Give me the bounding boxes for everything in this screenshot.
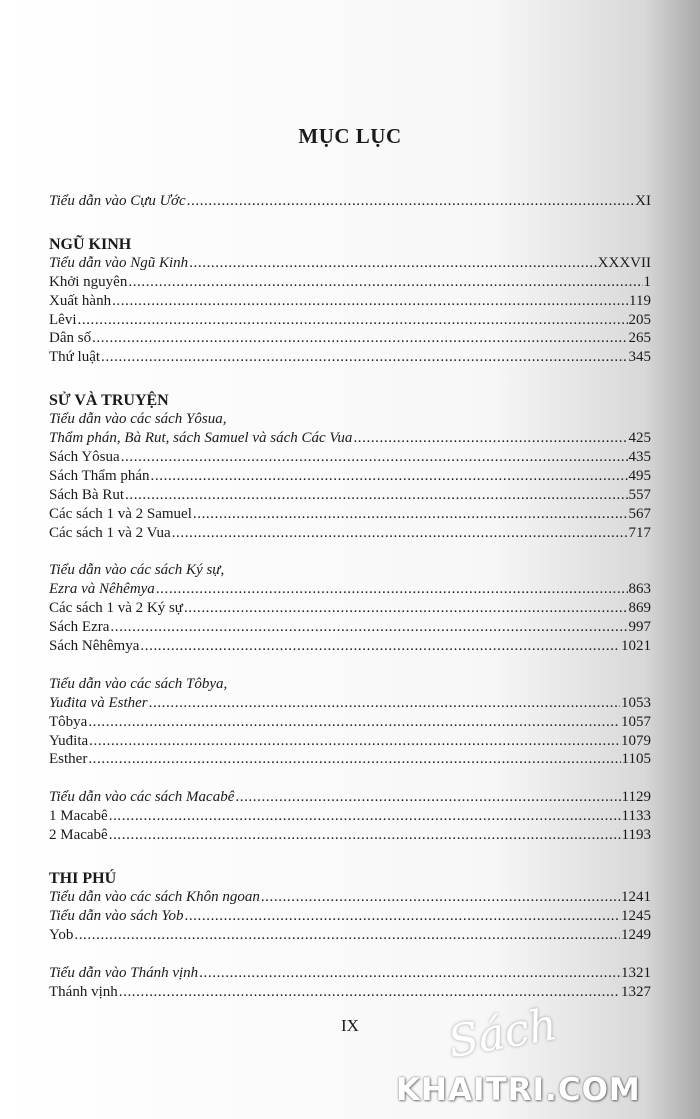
toc-entry[interactable] [49,599,651,618]
table-of-contents [49,192,651,1002]
dot-leader [128,273,642,292]
toc-entry[interactable] [49,964,651,983]
watermark-script: Sách [444,998,561,1069]
toc-entry-page: 205 [628,311,651,328]
toc-entry-label: Sách Yôsua [49,449,120,466]
toc-entry-label: Tiểu dẫn vào Cựu Ước [49,193,186,209]
toc-entry[interactable] [49,254,651,273]
toc-entry-page: 1249 [621,926,651,943]
toc-entry-page: 495 [628,467,651,484]
toc-entry[interactable] [49,329,651,348]
toc-entry-label: Tiểu dẫn vào các sách Khôn ngoan [49,889,260,906]
toc-entry-label: Tiểu dẫn vào sách Yob [49,907,184,924]
toc-entry-page: 557 [628,486,651,503]
toc-entry-page: 435 [628,449,651,466]
toc-entry-page: 1105 [621,751,651,768]
toc-entry-label: Yuđita và Esther [49,694,148,711]
toc-entry-label: Thẩm phán, Bà Rut, sách Samuel và sách Các Vua [49,430,353,447]
dot-leader [88,713,620,732]
dot-leader [101,348,627,367]
toc-entry-label: Sách Nêhêmya [49,638,140,655]
toc-entry[interactable] [49,826,651,845]
toc-entry-label: Tiểu dẫn vào Thánh vịnh [49,964,199,981]
section-heading-thi-phu: THI PHÚ [49,870,117,888]
dot-leader [199,964,620,983]
toc-entry[interactable] [49,505,651,524]
toc-entry-page: 1327 [621,983,651,1000]
toc-entry[interactable] [49,467,651,486]
dot-leader [88,750,620,769]
dot-leader [187,192,635,211]
dot-leader [184,907,620,926]
toc-entry[interactable] [49,429,651,448]
toc-entry-intro[interactable] [49,192,651,211]
toc-entry-label: Thứ luật [49,349,101,366]
toc-entry-label: Các sách 1 và 2 Ký sự [49,600,183,617]
dot-leader [235,788,620,807]
toc-entry-page: 1133 [621,808,651,825]
toc-entry-label: 2 Macabê [49,827,108,844]
dot-leader [156,580,628,599]
dot-leader [92,329,627,348]
toc-entry-label: Esther [49,751,88,768]
dot-leader [184,599,628,618]
toc-entry[interactable] [49,807,651,826]
toc-entry-page: 1245 [621,907,651,924]
dot-leader [353,429,627,448]
toc-entry[interactable] [49,273,651,292]
toc-entry-first-line: Tiểu dẫn vào các sách Tôbya, [49,675,228,692]
toc-entry-label: Sách Ezra [49,619,110,636]
toc-entry-page: 345 [628,349,651,366]
dot-leader [125,486,628,505]
toc-entry-page: 1 [643,273,651,290]
watermark-logo [388,998,700,1119]
toc-entry-page: XXXVII [597,254,651,271]
toc-entry[interactable] [49,907,651,926]
toc-entry[interactable] [49,713,651,732]
toc-entry-page: 567 [628,505,651,522]
toc-entry-label: Sách Thẩm phán [49,467,150,484]
dot-leader [110,618,627,637]
toc-entry-label: Yuđita [49,732,89,749]
dot-leader [89,732,620,751]
toc-entry-page: 1321 [621,964,651,981]
dot-leader [193,505,628,524]
toc-entry[interactable] [49,618,651,637]
dot-leader [172,524,628,543]
toc-entry-page: 1057 [621,713,651,730]
toc-entry-label: 1 Macabê [49,808,108,825]
toc-entry[interactable] [49,486,651,505]
toc-entry[interactable] [49,580,651,599]
toc-entry-label: Lêvi [49,311,77,328]
toc-entry[interactable] [49,448,651,467]
toc-entry[interactable] [49,348,651,367]
toc-entry-page: 1079 [621,732,651,749]
toc-entry-page: 869 [628,600,651,617]
toc-entry-label: Sách Bà Rut [49,486,124,503]
page-title: MỤC LỤC [298,124,402,148]
dot-leader [109,826,621,845]
toc-entry[interactable] [49,524,651,543]
toc-entry-page: XI [635,193,651,209]
dot-leader [149,694,620,713]
page-number: IX [341,1016,359,1035]
toc-entry-label: Thánh vịnh [49,983,118,1000]
toc-entry-page: 1241 [621,889,651,906]
section-heading-ngu-kinh: NGŨ KINH [49,235,132,253]
toc-entry-page: 863 [628,581,651,598]
toc-entry-page: 717 [628,524,651,541]
toc-entry-label: Yob [49,926,74,943]
toc-entry[interactable] [49,637,651,656]
toc-entry[interactable] [49,926,651,945]
toc-entry[interactable] [49,732,651,751]
toc-entry-label: Dân số [49,330,92,347]
dot-leader [151,467,628,486]
toc-entry[interactable] [49,311,651,330]
toc-entry-label: Tôbya [49,713,88,730]
toc-entry[interactable] [49,983,651,1002]
toc-entry-label: Xuất hành [49,292,112,309]
dot-leader [261,888,620,907]
toc-entry-label: Tiểu dẫn vào các sách Macabê [49,789,235,806]
toc-entry-label: Các sách 1 và 2 Samuel [49,505,192,522]
dot-leader [119,983,620,1002]
toc-entry-label: Tiểu dẫn vào Ngũ Kinh [49,254,189,271]
toc-entry-first-line: Tiểu dẫn vào các sách Yôsua, [49,411,227,428]
toc-entry[interactable] [49,750,651,769]
toc-entry-label: Khởi nguyên [49,273,128,290]
toc-entry[interactable] [49,292,651,311]
toc-entry-page: 1193 [621,827,651,844]
toc-entry-page: 119 [629,292,651,309]
dot-leader [109,807,621,826]
toc-entry-page: 1021 [621,638,651,655]
toc-entry-label: Ezra và Nêhêmya [49,581,155,598]
watermark-text: KHAITRI.COM [396,1072,641,1108]
toc-entry[interactable] [49,888,651,907]
dot-leader [140,637,620,656]
dot-leader [112,292,628,311]
dot-leader [78,311,628,330]
toc-entry[interactable] [49,788,651,807]
toc-entry-page: 1053 [621,694,651,711]
toc-entry-first-line: Tiểu dẫn vào các sách Ký sự, [49,562,225,579]
section-heading-su-va-truyen: SỬ VÀ TRUYỆN [49,392,169,410]
toc-entry-page: 1129 [621,789,651,806]
dot-leader [121,448,628,467]
toc-entry-label: Các sách 1 và 2 Vua [49,524,171,541]
toc-entry[interactable] [49,694,651,713]
toc-entry-page: 425 [628,430,651,447]
dot-leader [189,254,596,273]
dot-leader [74,926,620,945]
toc-entry-page: 997 [628,619,651,636]
toc-entry-page: 265 [628,330,651,347]
